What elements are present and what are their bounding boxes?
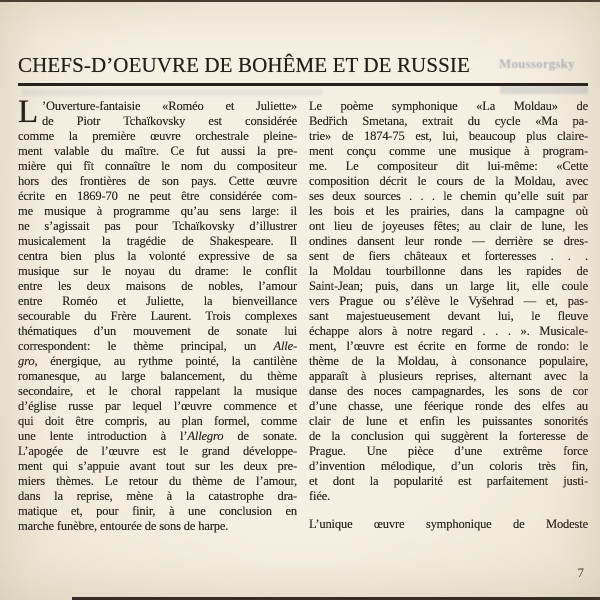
text-line: ses deux sources . . . le chemin qu’elle suit par [309,189,588,203]
text-line: marche funèbre, entourée de sons de harpe. [18,519,229,533]
text-line: ondines dansent leur ronde — derrière se dres- [309,234,588,248]
text-line: ont lieu de joyeuses fêtes; au clair de lune, les [309,219,588,233]
text-line: me. Le compositeur dit lui-même: «Cette [309,159,588,173]
text-line: Le poème symphonique «La Moldau» de [309,99,588,113]
text-columns [18,94,588,534]
right-column [309,99,588,534]
text-line: L’unique œuvre symphonique de Modeste [309,517,588,531]
text-line: matique et, pour finir, à une conclusion en [18,504,297,518]
text-line: sant majestueusement devant lui, le fleuve [309,309,588,323]
text-line: danse des noces campagnardes, les sons de cor [309,384,588,398]
text-line: ’Ouverture-fantaisie «Roméo et Juliette» [42,99,297,113]
text-line: échappe alors à notre regard . . . ». Musicale- [309,324,588,338]
text-line: Saint-Jean; puis, dans un large lit, elle coule [309,279,588,293]
text-line: musicalement la tragédie de Shakespeare. Il [18,234,297,248]
text-line: Bedřich Smetana, extrait du cycle «Ma pa- [309,114,588,128]
text-line: secourable du Frère Laurent. Trois complexes [18,309,297,323]
text-line: miers thèmes. Le retour du thème de l’amour, [18,474,297,488]
text-line: de Piotr Tchaïkovsky est considérée [42,114,297,128]
title-rule [18,83,588,86]
text-line: L’apogée de l’œuvre est le grand développe- [18,444,297,458]
left-column [18,94,297,534]
text-line: de la conclusion qui suggèrent la forteresse de [309,429,588,443]
text-line: correspondent: le thème principal, un Alle- [18,339,297,353]
text-line: d’une chasse, une féerique ronde des elfes au [309,399,588,413]
text-line: entre Roméo et Juliette, la bienveillance [18,294,297,308]
page-title: CHEFS-D’OEUVRE DE BOHÊME ET DE RUSSIE [18,53,470,77]
text-line: clair de lune et enfin les puissantes sonorités [309,414,588,428]
text-line: secondaire, et le choral rappelant la musique [18,384,297,398]
text-line: la Moldau tourbillonne dans les rapides de [309,264,588,278]
text-line: ment, l’œuvre est écrite en forme de rondo: le [309,339,588,353]
text-line: ment valable du maître. Ce fut aussi la pre- [18,144,297,158]
text-line: trie» de 1874-75 est, lui, beaucoup plus claire- [309,129,588,143]
text-line: romanesque, au large balancement, du thème [18,369,297,383]
text-line: entre les deux maisons de nobles, l’amour [18,279,297,293]
text-line: d’église russe par lequel l’œuvre commence et [18,399,297,413]
drop-cap: L [18,94,39,130]
text-line: ment qui s’appuie avant tout sur les deux pre- [18,459,297,473]
text-line: Prague. Une pièce d’une extrême force [309,444,588,458]
text-line: centra bien plus la volonté expressive de sa [18,249,297,263]
page-header [18,0,588,86]
page-number: 7 [577,565,584,580]
text-line: une lente introduction à l’Allegro de sonate. [18,429,297,443]
text-line: fiée. [309,489,331,503]
text-line: apparaît à plusieurs reprises, alternant avec la [309,369,588,383]
text-line: mière qui fît connaître le nom du compositeur [18,159,297,173]
text-line: les bois et les prairies, dans la campagne où [309,204,588,218]
text-line: ment conçu comme une musique à program- [309,144,588,158]
text-line: gro, énergique, au rythme pointé, la cantilène [18,354,297,368]
show-through-text: Moussorgsky [499,56,575,71]
text-line: comme la première œuvre orchestrale pleine- [18,129,297,143]
text-line: me musique à programme qu’au sens large: il [18,204,297,218]
text-line: d’invention mélodique, d’un coloris très fin, [309,459,588,473]
text-line: hors des frontières de son pays. Cette œuvre [18,174,297,188]
text-line: sent de fiers châteaux et forteresses . . . [309,249,588,263]
text-line: vers Prague ou s’élève le Vyšehrad — et, pas- [309,294,588,308]
text-line: écrite en 1869-70 ne peut être considérée com- [18,189,297,203]
text-line: qui doit être compris, au plan formel, comme [18,414,297,428]
text-line: et dont la popularité est parfaitement justi- [309,474,588,488]
text-line: thème de la Moldau, à consonance populaire, [309,354,588,368]
text-line: thématiques d’un mouvement de sonate lui [18,324,297,338]
text-line: composition décrit le cours de la Moldau, avec [309,174,588,188]
text-line: dans la reprise, mène à la catastrophe dra- [18,489,297,503]
text-line: ne s’agissait pas pour Tchaïkovsky d’illustrer [18,219,297,233]
booklet-page [18,0,588,534]
text-line: musique sur le noyau du drame: le conflit [18,264,297,278]
